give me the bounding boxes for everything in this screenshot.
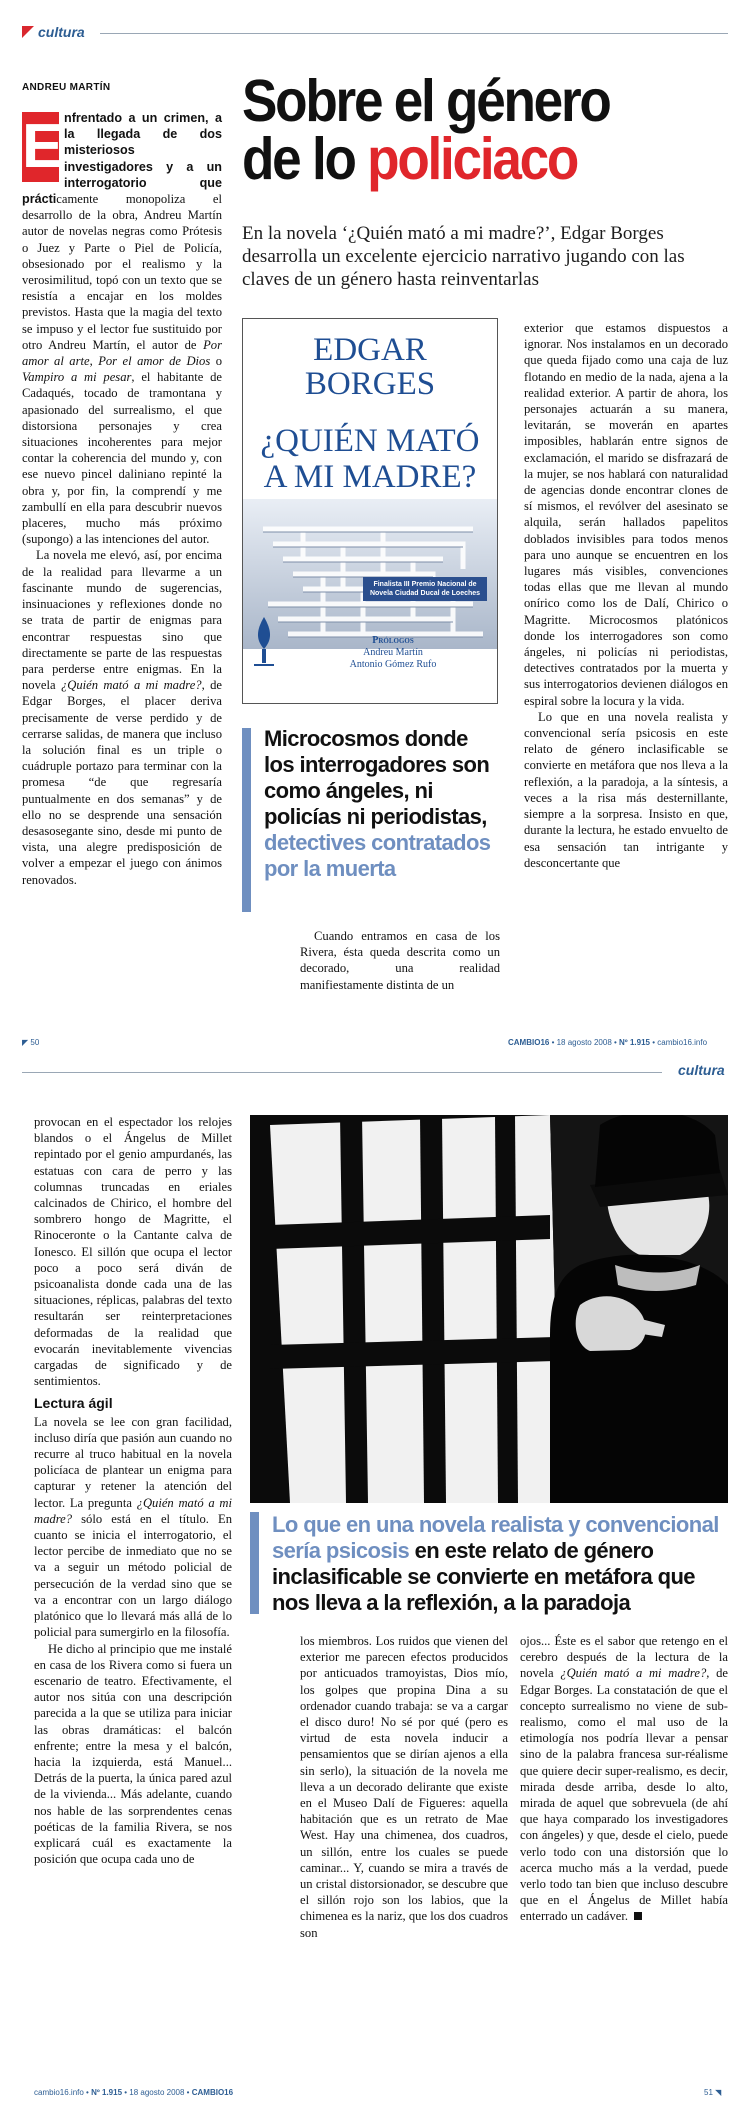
subhead: En la novela ‘¿Quién mató a mi madre?’, Edgar Borges desarrolla un excelente ejercicio narrativo jugando con las claves de un género hasta reinventarlas: [242, 223, 685, 290]
lead-in: nfrentado a un crimen, a la llegada de dos misteriosos investigadores y a un interrogatorio que prácti: [22, 111, 222, 207]
page-number-right: 51 ◥: [704, 2088, 722, 2097]
paragraph: La novela se lee con gran facilidad, incluso diría que pasión aun cuando no recurre al truco habitual en la novela policíaca de plantear un enigma para capturar y retener la atención del lector. La pregunta ¿Quién mató a mi madre? sólo está en el título. En cuanto se inicia el interrogatorio, el lector percibe de inmediato que no se va a seguir un método policial de persecución de la verdad sino que se va a encontrar con un largo diálogo platónico que lo llevará más allá de lo policial para sumergirlo en la filosofía.: [34, 1414, 232, 1640]
pull-quote: Lo que en una novela realista y convencional sería psicosis en este relato de género inclasificable se convierte en metáfora que nos lleva a la reflexión, a la paradoja: [272, 1512, 719, 1615]
article-column-1: [34, 1114, 232, 1867]
headline-highlight: policiaco: [367, 126, 578, 192]
pull-quote-bar: [250, 1512, 259, 1614]
paragraph: La novela me elevó, así, por encima de la realidad para llevarme a un fascinante mundo de sugerencias, insinuaciones y reflexiones donde no se trata de partir de enigmas para encontrar respuestas sino que directamente se parte de las respuestas para perderse entre enigmas. En la novela ¿Quién mató a mi madre?, de Edgar Borges, el placer deriva precisamente de verse perdido y de cerrarse salidas, de manera que incluso la solución final es un triple o cuádruple portazo para terminar con la promesa “de que regresaría puntualmente en dos semanas” y de ello no se desprende una sensación desasosegante sino, desde mi punto de vista, una alegre predisposición de volver a empezar el juego con ánimos renovados.: [22, 548, 222, 887]
publisher-logo-icon: [251, 615, 277, 671]
paragraph: He dicho al principio que me instalé en casa de los Rivera como si fuera un escenario de teatro. Efectivamente, el autor nos sitúa con una descripción parecida a la que se utiliza para iniciar las obras dramáticas: el balcón enfrente; entre la mesa y el balcón, hacia la izquierda, está Manuel... Detrás de la puerta, la única pared azul de la vivienda... Más adelante, cuando nos hable de las sorprendentes cenas poéticas de la familia Rivera, se nos explicará cuál es exactamente la posición que ocupa cada uno de: [34, 1641, 232, 1867]
section-tag: cultura: [678, 1062, 725, 1078]
maze-illustration: [243, 499, 497, 649]
page-footer: cambio16.info • Nº 1.915 • 18 agosto 2008 • CAMBIO16: [34, 2088, 234, 2097]
paragraph: Cuando entramos en casa de los Rivera, ésta queda descrita como un decorado, una realidad manifiestamente distinta de un: [300, 929, 500, 992]
article-column-2: [300, 1633, 508, 1941]
paragraph: los miembros. Los ruidos que vienen del exterior me parecen efectos producidos por anticuados tramoyistas, Dios mío, los golpes que propina Dina a su ordenador cuando trabaja: se va a cargar el disco duro! No sé por qué (pero es virtud de esta novela inducir a pensamientos que se dirían ajenos a ella sin serlo), la situación de la novela me lleva a un decorado delirante que existe en el Museo Dalí de Figueres: aquella habitación que es un retrato de Mae West. Hay una chimenea, dos cuadros, un sillón, entre los cuales se puede caminar... Y, cuando se mira a través de un cristal distorsionador, se descubre que el sillón rojo son los labios, que la chimenea es la nariz, que los dos cuadros son: [300, 1634, 508, 1940]
section-tag: cultura: [38, 24, 85, 40]
section-marker-icon: [22, 26, 34, 38]
article-column-3: [520, 1633, 728, 1925]
article-column-3: [524, 320, 728, 871]
article-column-2: [300, 928, 500, 993]
pull-quote: Microcosmos donde los interrogadores son como ángeles, ni policías ni periodistas, detectives contratados por la muerta: [264, 726, 491, 881]
noir-illustration: [250, 1115, 728, 1503]
cover-author: EDGAR BORGES: [304, 332, 436, 402]
paragraph: provocan en el espectador los relojes blandos o el Ángelus de Millet repintado por el genio ampurdanés, las estatuas con cara de perro y las columnas truncadas en eriales calcinados de Chirico, el hombre del sombrero hongo de Magritte, el Rinoceronte o la Cantante calva de Ionesco. El sillón que ocupa el lector poco a poco será diván de psicoanalista donde cada una de las situaciones, réplicas, palabras del texto resultarán ser reinterpretaciones deformadas de la realidad que evocarán inevitablemente vivencias cargadas de significado y de sentimientos.: [34, 1115, 232, 1389]
article-column-1: [22, 110, 222, 888]
cover-award-band: Finalista III Premio Nacional de Novela Ciudad Ducal de Loeches: [363, 577, 487, 601]
page-number-left: ◤ 50: [22, 1038, 40, 1047]
book-cover-image: [242, 318, 498, 704]
drop-cap: E: [22, 112, 64, 181]
paragraph: Lo que en una novela realista y convencional sería psicosis en este relato de género inclasificable se convierte en metáfora que nos lleva a la reflexión, a la paradoja, a la síntesis, a veces a la risa más desternillante, siempre a la sorpresa. Insisto en que, durante la lectura, he estado envuelto de esa sensación tan intrigante y desconcertante que: [524, 709, 728, 870]
section-rule: [22, 1072, 662, 1073]
paragraph: ojos... Éste es el sabor que retengo en el cerebro después de la lectura de la novela ¿Quién mató a mi madre?, de Edgar Borges. La constatación de que el concepto surrealismo no viene de sub-realismo, como el mal uso de la etimología nos podría llevar a pensar sino de la palabra francesa sur-réalisme que quiere decir super-realismo, es decir, mirada desde arriba, desde lo alto, mirada de aquel que sobrevuela (de ahí que haya comparado los investigadores con ángeles) y que, desde el cielo, puede verlo todo con una distorsión que lo acerca mucho más a la verdad, puede verlo todo tan bien que incluso descubre que en el Ángelus de Millet había enterrado un cadáver.: [520, 1634, 729, 1924]
headline: [242, 68, 728, 192]
pull-quote-bar: [242, 728, 251, 912]
paragraph: E nfrentado a un crimen, a la llegada de dos misteriosos investigadores y a un interrogatorio que prácticamente monopoliza el desarrollo de la obra, Andreu Martín autor de novelas negras como Prótesis o Juez y Parte o Piel de Policía, obsesionado por el realismo y la verosimilitud, topó con un texto que se resistía a encajar en los moldes previstos. Hasta que la magia del texto se impuso y el lector fue sustituido por otro Andreu Martín, el autor de Por amor al arte, Por el amor de Dios o Vampiro a mi pesar, el habitante de Cadaqués, tocado de tramontana y apasionado del surrealismo, el que distorsiona personajes y crea situaciones incoherentes para mejor contar la coherencia del mundo y, con ese nuevo pincel daliniano repinté la obra y, por fin, la comprendí y me zambullí en ella para descubrir nuevos placeres, mucho más próximo (supongo) a las intenciones del autor.: [22, 111, 222, 547]
end-of-article-icon: [634, 1912, 642, 1920]
section-subtitle: Lectura ágil: [34, 1395, 113, 1412]
cover-prologue: Prólogos Andreu Martín Antonio Gómez Rufo: [349, 635, 437, 670]
paragraph: exterior que estamos dispuestos a ignorar. Nos instalamos en un decorado que queda fijado como una caja de luz flotando en medio de la nada, ajena a la realidad exterior. A partir de ahora, los personajes actuarán a su manera, levitarán, se moverán en apartes imposibles, hablarán entre signos de exclamación, el marido se disfrazará de la mujer, se nos hablará con naturalidad de agencias donde encontrar clones de sí mismos, el revólver del asesinato se alquila, serán hallados papelitos doblados invisibles para todos menos para uno aunque se encuentren en los lugares más visibles, convenciones todas ellas que me llevan al mundo onírico como los de Dalí, Chirico o Magritte. Microcosmos platónicos donde los interrogadores son como ángeles, ni policías ni periodistas, detectives contratados por la muerta y sus interrogatorios devienen diálogos en espiral sobre la locura y la vida.: [524, 321, 728, 708]
headline-line-2: de lo policiaco: [242, 126, 578, 192]
detective-window-image: [250, 1115, 728, 1503]
author-byline: ANDREU MARTÍN: [22, 82, 111, 93]
headline-line-1: Sobre el género: [242, 68, 610, 134]
section-rule: [100, 33, 728, 34]
cover-title: ¿QUIÉN MATÓ A MI MADRE?: [260, 423, 480, 495]
page-footer: CAMBIO16 • 18 agosto 2008 • Nº 1.915 • cambio16.info: [508, 1038, 708, 1047]
